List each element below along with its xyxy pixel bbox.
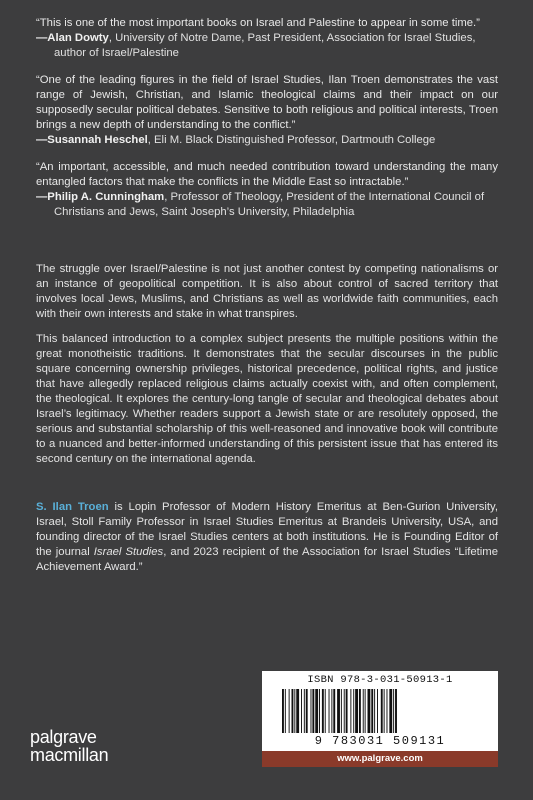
endorser-name: —Alan Dowty <box>36 32 109 44</box>
endorser-name: —Susannah Heschel <box>36 134 148 146</box>
endorser-affiliation: , Eli M. Black Distinguished Professor, Dartmouth College <box>147 134 436 146</box>
endorsement-text: “This is one of the most important books on Israel and Palestine to appear in some time.” <box>36 17 480 29</box>
author-name: S. Ilan Troen <box>36 501 109 513</box>
bio-text-b: , and 2023 recipient of the Association for Israel Studies “Lifetime Achievement Award.” <box>36 546 498 573</box>
endorser-affiliation: , Professor of Theology, President of the International Council of Christians and Jews, Saint Joseph’s University, Philadelphia <box>54 191 485 218</box>
endorsement-3 <box>36 160 498 220</box>
book-description <box>36 262 498 477</box>
logo-line-2: macmillan <box>30 745 109 765</box>
publisher-url[interactable]: www.palgrave.com <box>262 751 498 767</box>
description-paragraph-1: The struggle over Israel/Palestine is not just another contest by competing nationalisms or an instance of geopolitical competition. It is also about control of sacred territory that involves local Jews, Muslims, and Christians as well as worldwide faith communities, each with their own interests and stake in what transpires. <box>36 263 498 320</box>
endorsement-attribution <box>36 190 498 220</box>
journal-title: Israel Studies <box>93 546 164 558</box>
endorsement-attribution <box>36 31 498 61</box>
publisher-logo <box>30 728 108 764</box>
endorser-affiliation: , University of Notre Dame, Past President, Association for Israel Studies, author of Israel/Palestine <box>54 32 476 59</box>
isbn-label: ISBN 978-3-031-50913-1 <box>307 674 453 686</box>
barcode-icon <box>282 689 482 733</box>
barcode-digits: 9 783031 509131 <box>314 734 446 748</box>
endorsement-attribution <box>36 133 498 148</box>
endorsement-text: “An important, accessible, and much needed contribution toward understanding the many entangled factors that make the conflicts in the Middle East so intractable.” <box>36 161 498 188</box>
barcode-box <box>262 671 498 751</box>
bio-text-a: is Lopin Professor of Modern History Emeritus at Ben-Gurion University, Israel, Stoll Family Professor in Israel Studies Emeritus at Brandeis University, USA, and founding director of the Israel Studies centers at both institutions. He is Founding Editor of the journal <box>36 501 498 558</box>
endorsements <box>36 16 498 232</box>
endorsement-text: “One of the leading figures in the field of Israel Studies, Ilan Troen demonstrates the vast range of Jewish, Christian, and Islamic theological claims and their impact on our supposedly secular political debates. Sensitive to both religious and political interests, Troen brings a new depth of understanding to the conflict.” <box>36 74 498 131</box>
endorsement-2 <box>36 73 498 148</box>
logo-line-1: palgrave <box>30 727 97 747</box>
endorsement-1 <box>36 16 498 61</box>
description-paragraph-2: This balanced introduction to a complex subject presents the multiple positions within the great monotheistic traditions. It demonstrates that the secular discourses in the public square concerning ownership privileges, historical precedence, political rights, and justice that have allegedly replaced religious claims actually coexist with, and often complement, the theological. It explores the century-long tangle of secular and theological debates about Israel’s legitimacy. Whether readers support a Jewish state or are resolutely opposed, the serious and substantial scholarship of this well-reasoned and innovative book will contribute to a nuanced and better-informed understanding of this persistent issue that has entered its second century on the international agenda. <box>36 333 498 465</box>
author-bio-text <box>36 500 498 575</box>
endorser-name: —Philip A. Cunningham <box>36 191 165 203</box>
author-bio <box>36 500 498 575</box>
